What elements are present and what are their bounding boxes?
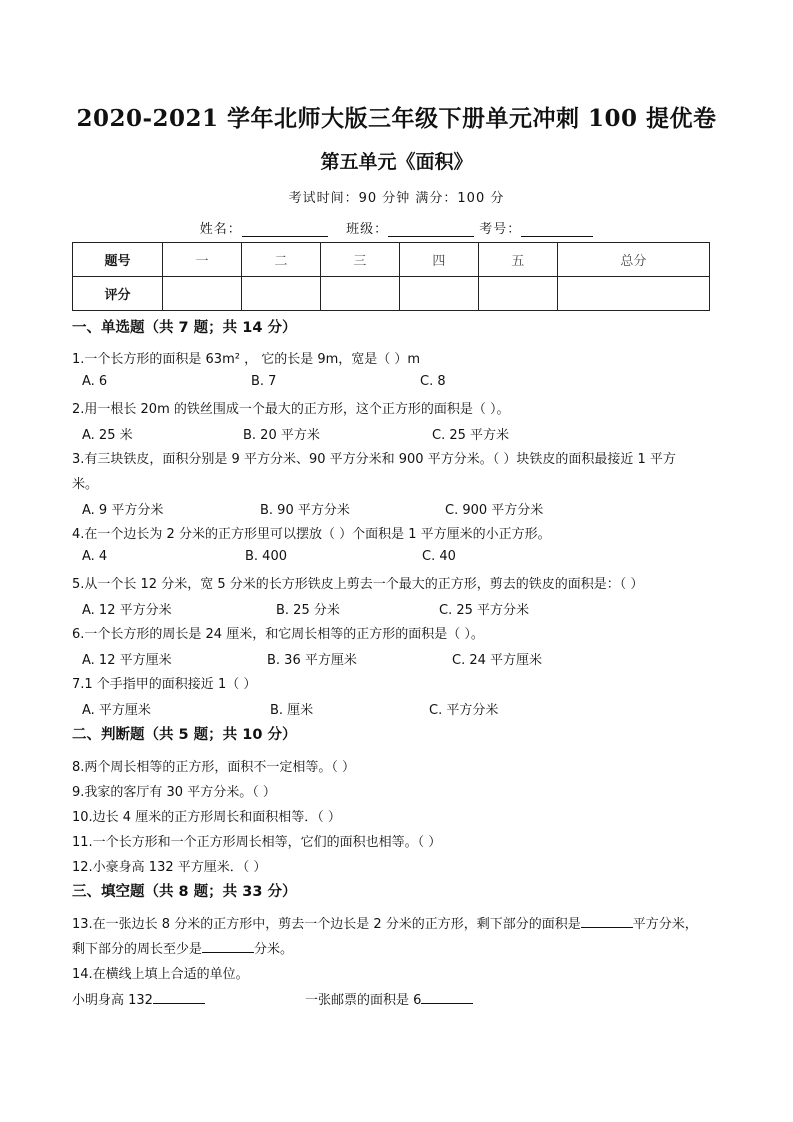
question-3-continued: 米。 — [72, 477, 99, 492]
question-13-continued — [72, 938, 293, 957]
q13-text-part4: 分米。 — [254, 942, 294, 957]
q3-option-b[interactable]: B. 90 平方分米 — [260, 503, 350, 518]
q2-option-c[interactable]: C. 25 平方米 — [432, 428, 510, 443]
q14-b-blank[interactable] — [421, 990, 473, 1004]
score-cell: 一 — [163, 243, 242, 277]
q5-option-c[interactable]: C. 25 平方分米 — [439, 603, 530, 618]
q3-option-a[interactable]: A. 9 平方分米 — [82, 503, 164, 518]
q7-option-b[interactable]: B. 厘米 — [270, 703, 314, 718]
q5-option-a[interactable]: A. 12 平方分米 — [82, 603, 172, 618]
q7-option-a[interactable]: A. 平方厘米 — [82, 703, 151, 718]
class-blank[interactable] — [388, 222, 474, 237]
q2-option-b[interactable]: B. 20 平方米 — [243, 428, 320, 443]
score-cell: 四 — [399, 243, 478, 277]
section-heading-3: 三、填空题（共 8 题；共 33 分） — [72, 884, 297, 900]
question-1: 1.一个长方形的面积是 63m² ， 它的长是 9m，宽是（ ）m — [72, 352, 421, 367]
question-12: 12.小豪身高 132 平方厘米．（ ） — [72, 860, 267, 875]
question-9: 9.我家的客厅有 30 平方分米。（ ） — [72, 785, 276, 800]
q13-blank-area[interactable] — [581, 914, 633, 928]
q14-a-text: 小明身高 132 — [72, 993, 153, 1008]
name-blank[interactable] — [242, 222, 328, 237]
score-input-cell[interactable] — [478, 277, 557, 311]
q4-option-a[interactable]: A. 4 — [82, 549, 108, 564]
q3-option-c[interactable]: C. 900 平方分米 — [445, 503, 544, 518]
question-11: 11.一个长方形和一个正方形周长相等，它们的面积也相等。（ ） — [72, 835, 442, 850]
question-2: 2.用一根长 20m 的铁丝围成一个最大的正方形，这个正方形的面积是（ ）。 — [72, 402, 510, 417]
name-label: 姓名： — [199, 222, 242, 237]
question-8: 8.两个周长相等的正方形，面积不一定相等。（ ） — [72, 760, 356, 775]
q14-b-text: 一张邮票的面积是 6 — [305, 993, 422, 1008]
q1-option-a[interactable]: A. 6 — [82, 374, 108, 389]
score-input-cell[interactable] — [241, 277, 320, 311]
question-10: 10.边长 4 厘米的正方形周长和面积相等．（ ） — [72, 810, 341, 825]
question-14-b — [305, 989, 473, 1008]
q13-text-part2: 平方分米， — [632, 917, 698, 932]
score-table-header-row — [73, 243, 710, 277]
exam-info: 考试时间：90 分钟 满分：100 分 — [288, 191, 505, 206]
score-input-cell[interactable] — [557, 277, 709, 311]
q5-option-b[interactable]: B. 25 分米 — [276, 603, 340, 618]
q2-option-a[interactable]: A. 25 米 — [82, 428, 133, 443]
score-cell: 题号 — [73, 243, 163, 277]
question-7: 7.1 个手指甲的面积接近 1（ ） — [72, 677, 257, 692]
unit-subtitle: 第五单元《面积》 — [320, 151, 473, 173]
q13-text-part1: 13.在一张边长 8 分米的正方形中，剪去一个边长是 2 分米的正方形，剩下部分的面积是 — [72, 917, 581, 932]
score-cell: 总分 — [557, 243, 709, 277]
q13-blank-perimeter[interactable] — [202, 939, 254, 953]
score-input-cell[interactable] — [163, 277, 242, 311]
score-input-cell[interactable] — [320, 277, 399, 311]
score-input-cell[interactable] — [399, 277, 478, 311]
number-label: 考号： — [479, 222, 522, 237]
question-14: 14.在横线上填上合适的单位。 — [72, 967, 249, 982]
q4-option-b[interactable]: B. 400 — [245, 549, 287, 564]
score-cell: 二 — [241, 243, 320, 277]
score-row-label: 评分 — [73, 277, 163, 311]
number-blank[interactable] — [521, 222, 593, 237]
q14-a-blank[interactable] — [153, 990, 205, 1004]
question-4: 4.在一个边长为 2 分米的正方形里可以摆放（ ）个面积是 1 平方厘米的小正方形。 — [72, 527, 551, 542]
class-label: 班级： — [346, 222, 389, 237]
section-heading-2: 二、判断题（共 5 题；共 10 分） — [72, 727, 297, 743]
q6-option-b[interactable]: B. 36 平方厘米 — [267, 653, 357, 668]
q7-option-c[interactable]: C. 平方分米 — [429, 703, 499, 718]
student-info-row — [0, 218, 793, 237]
question-5: 5.从一个长 12 分米，宽 5 分米的长方形铁皮上剪去一个最大的正方形，剪去的铁皮的面积是：（ ） — [72, 577, 644, 592]
score-table-score-row — [73, 277, 710, 311]
question-6: 6.一个长方形的周长是 24 厘米，和它周长相等的正方形的面积是（ ）。 — [72, 627, 484, 642]
q6-option-c[interactable]: C. 24 平方厘米 — [452, 653, 543, 668]
q1-option-c[interactable]: C. 8 — [420, 374, 446, 389]
q6-option-a[interactable]: A. 12 平方厘米 — [82, 653, 172, 668]
score-table — [72, 242, 710, 311]
page-title: 2020-2021 学年北师大版三年级下册单元冲刺 100 提优卷 — [76, 105, 717, 132]
q4-option-c[interactable]: C. 40 — [422, 549, 456, 564]
question-14-a — [72, 989, 205, 1008]
question-3: 3.有三块铁皮，面积分别是 9 平方分米、90 平方分米和 900 平方分米。（ ）块铁皮的面积最接近 1 平方 — [72, 452, 676, 467]
question-13 — [72, 913, 698, 932]
score-cell: 五 — [478, 243, 557, 277]
q13-text-part3: 剩下部分的周长至少是 — [72, 942, 203, 957]
score-cell: 三 — [320, 243, 399, 277]
q1-option-b[interactable]: B. 7 — [251, 374, 277, 389]
section-heading-1: 一、单选题（共 7 题；共 14 分） — [72, 320, 297, 336]
